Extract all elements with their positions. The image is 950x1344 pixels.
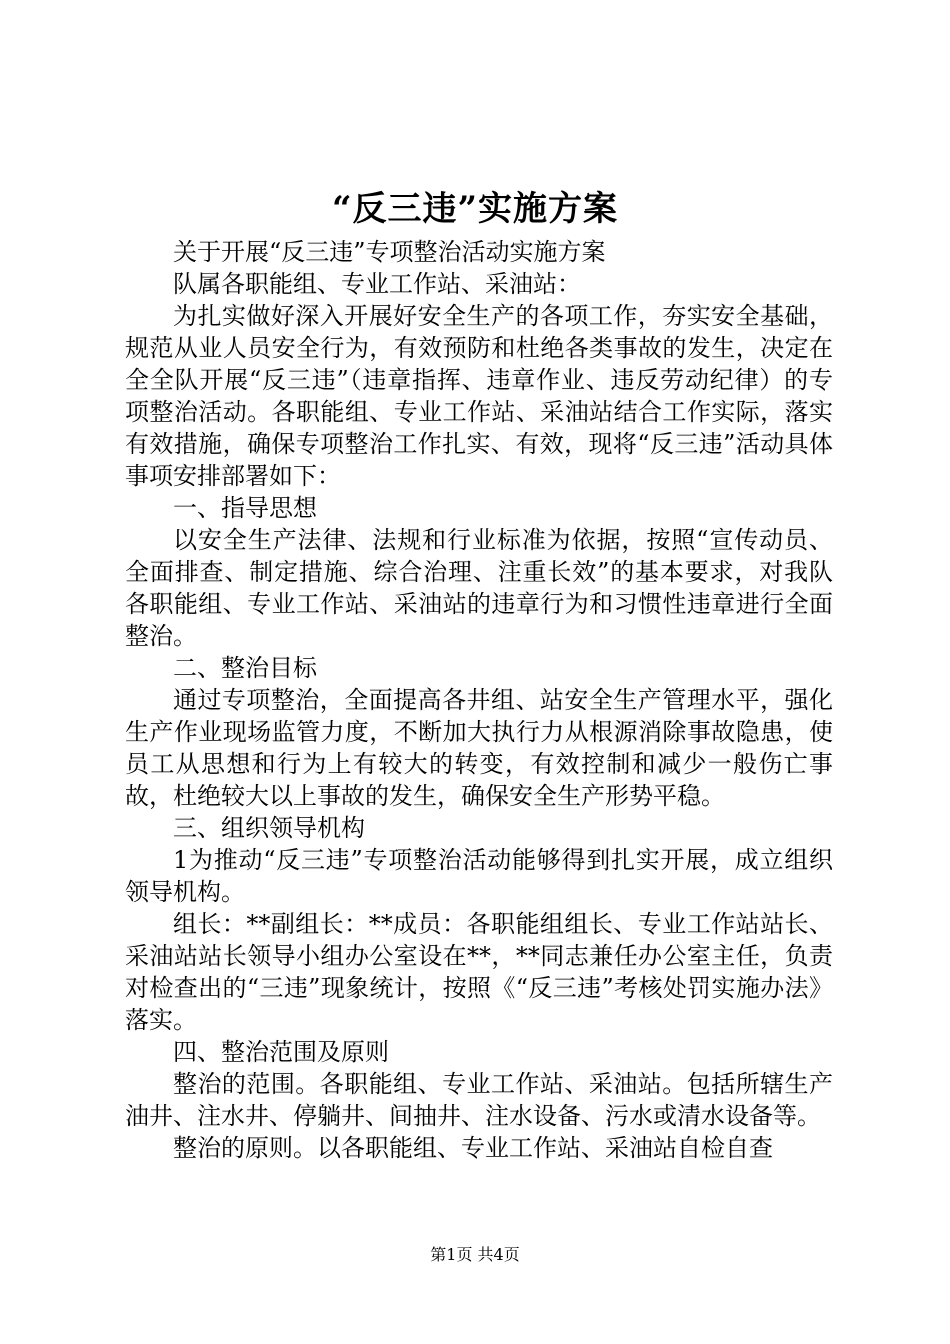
- page-number-footer: 第1页 共4页: [430, 1245, 520, 1264]
- paragraph-organization-1: 1为推动“反三违”专项整治活动能够得到扎实开展，成立组织领导机构。: [125, 846, 833, 906]
- heading-scope: 四、整治范围及原则: [173, 1038, 389, 1066]
- paragraph-guiding-thought: 以安全生产法律、法规和行业标准为依据，按照“宣传动员、全面排查、制定措施、综合治理、注重长效”的基本要求，对我队各职能组、专业工作站、采油站的违章行为和习惯性违章进行全面整治。: [125, 526, 833, 650]
- heading-organization: 三、组织领导机构: [173, 814, 365, 842]
- paragraph-principles: 整治的原则。以各职能组、专业工作站、采油站自检自查: [173, 1134, 773, 1162]
- paragraph-goals: 通过专项整治，全面提高各井组、站安全生产管理水平，强化生产作业现场监管力度，不断加大执行力从根源消除事故隐患，使员工从思想和行为上有较大的转变，有效控制和减少一般伤亡事故，杜绝较大以上事故的发生，确保安全生产形势平稳。: [125, 686, 833, 810]
- heading-guiding-thought: 一、指导思想: [173, 494, 317, 522]
- paragraph-scope: 整治的范围。各职能组、专业工作站、采油站。包括所辖生产油井、注水井、停躺井、间抽井、注水设备、污水或清水设备等。: [125, 1070, 833, 1130]
- document-body: [125, 236, 833, 1164]
- paragraph-organization-2: 组长：**副组长：**成员：各职能组组长、专业工作站站长、采油站站长领导小组办公室设在**，**同志兼任办公室主任，负责对检查出的“三违”现象统计，按照《“反三违”考核处罚实施办法》落实。: [125, 910, 833, 1034]
- heading-goals: 二、整治目标: [173, 654, 317, 682]
- paragraph-subject: 关于开展“反三违”专项整治活动实施方案: [173, 238, 606, 266]
- document-title: “反三违”实施方案: [331, 189, 619, 229]
- paragraph-recipients: 队属各职能组、专业工作站、采油站：: [173, 270, 581, 298]
- paragraph-intro: 为扎实做好深入开展好安全生产的各项工作，夯实安全基础，规范从业人员安全行为，有效预防和杜绝各类事故的发生，决定在全全队开展“反三违”（违章指挥、违章作业、违反劳动纪律）的专项整治活动。各职能组、专业工作站、采油站结合工作实际，落实有效措施，确保专项整治工作扎实、有效，现将“反三违”活动具体事项安排部署如下：: [125, 302, 833, 490]
